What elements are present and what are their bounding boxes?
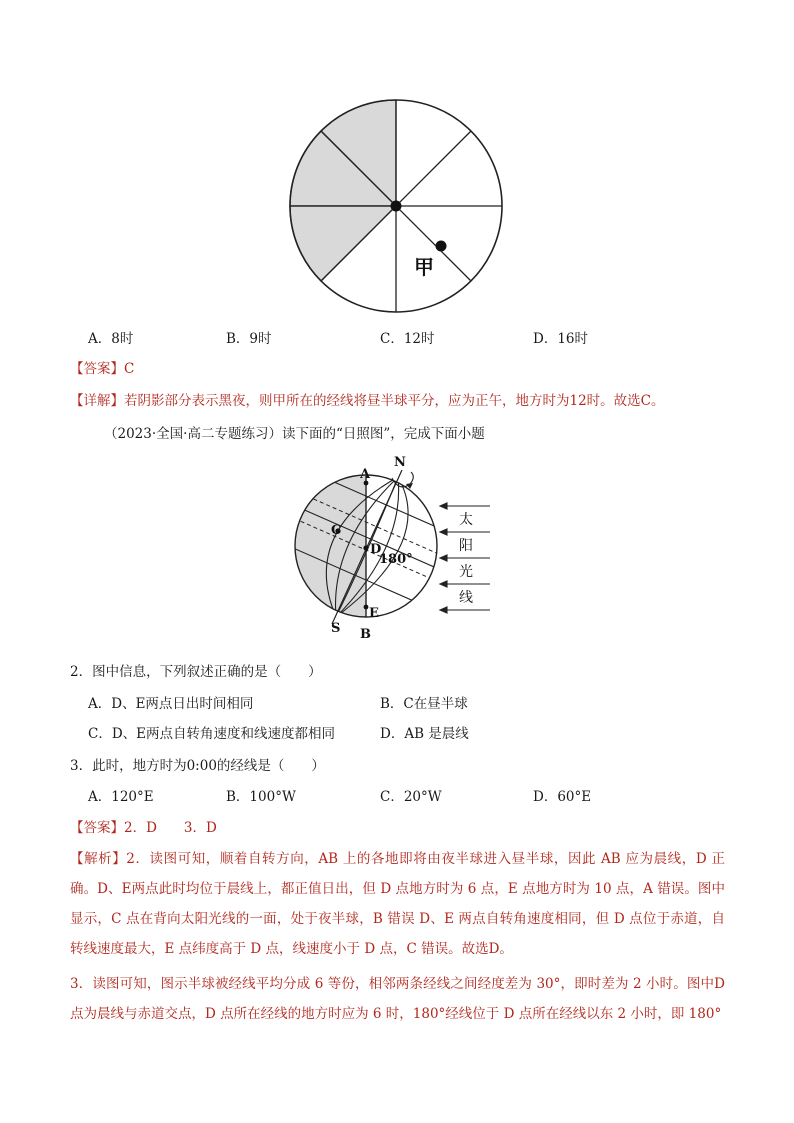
q2-option-d: D．AB 是晨线 [380,726,469,742]
question-intro: （2023·全国·高二专题练习）读下面的“日照图”，完成下面小题 [104,426,485,442]
q3-option-c: C．20°W [380,789,442,805]
detail-tag: 【详解】 [70,393,124,409]
label-s: S [331,621,341,636]
q3-stem: 3．此时，地方时为0:00的经线是（ ） [70,758,325,774]
answer-2-tag: 【答案】 [70,820,124,836]
answer-value: C [124,361,135,377]
detail-text: 若阴影部分表示黑夜，则甲所在的经线将昼半球平分，应为正午，地方时为12时。故选C。 [124,393,665,409]
detail-1 [70,391,665,411]
sun-char-4: 线 [459,590,473,606]
analysis-paragraph-2: 3．读图可知，图示半球被经线平均分成 6 等份，相邻两条经线之间经度差为 30°，即时差为 2 小时。图中D点为晨线与赤道交点，D 点所在经线的地方时应为 6 时，180°经线位于 D 点所在经线以东 2 小时，即 180° [70,976,725,1022]
sun-char-3: 光 [459,564,473,580]
q2-option-b: B．C在昼半球 [380,696,468,712]
q3-option-a: A．120°E [88,789,154,805]
day-night-circle-figure [285,95,510,320]
label-d: D [370,542,382,557]
center-point [391,201,402,212]
label-n: N [394,455,406,470]
q1-option-c: C．12时 [380,331,435,347]
q2-option-a: A．D、E两点日出时间相同 [88,696,254,712]
point-jia [436,241,447,252]
q1-option-b: B．9时 [226,331,272,347]
analysis-text-1: 2．读图可知，顺着自转方向，AB 上的各地即将由夜半球进入昼半球，因此 AB 应为晨线，D 正确。D、E两点此时均位于晨线上，都正值日出，但 D 点地方时为 6 点，E 点地方时为 10 点，A 错误。图中显示，C 点在背向太阳光线的一面，处于夜半球，B 错误 D、E 两点自转角速度相同，但 D 点位于赤道，自转线速度最大，E 点纬度高于 D 点，线速度小于 D 点，C 错误。故选D。 [70,851,726,957]
q1-option-a: A．8时 [88,331,134,347]
q2-option-c: C．D、E两点自转角速度和线速度都相同 [88,726,336,742]
label-c: C [331,523,342,538]
sunlight-globe-figure [285,452,500,647]
sun-char-2: 阳 [459,538,473,554]
answer-2-value: 2．D 3．D [124,820,217,836]
answer-2 [70,818,217,838]
q1-option-d: D．16时 [533,331,589,347]
answer-tag: 【答案】 [70,361,124,377]
q3-option-d: D．60°E [533,789,592,805]
q3-option-b: B．100°W [226,789,296,805]
label-b: B [360,627,371,642]
analysis-tag: 【解析】 [70,851,127,867]
analysis-paragraph-1 [70,844,725,964]
night-sector-3 [290,206,396,281]
label-e: E [369,606,379,621]
q2-stem: 2．图中信息，下列叙述正确的是（ ） [70,664,322,680]
sun-char-1: 太 [459,512,473,528]
label-jia: 甲 [414,255,434,279]
answer-1 [70,359,134,379]
label-180: 180° [379,552,413,567]
label-a: A [360,467,371,482]
